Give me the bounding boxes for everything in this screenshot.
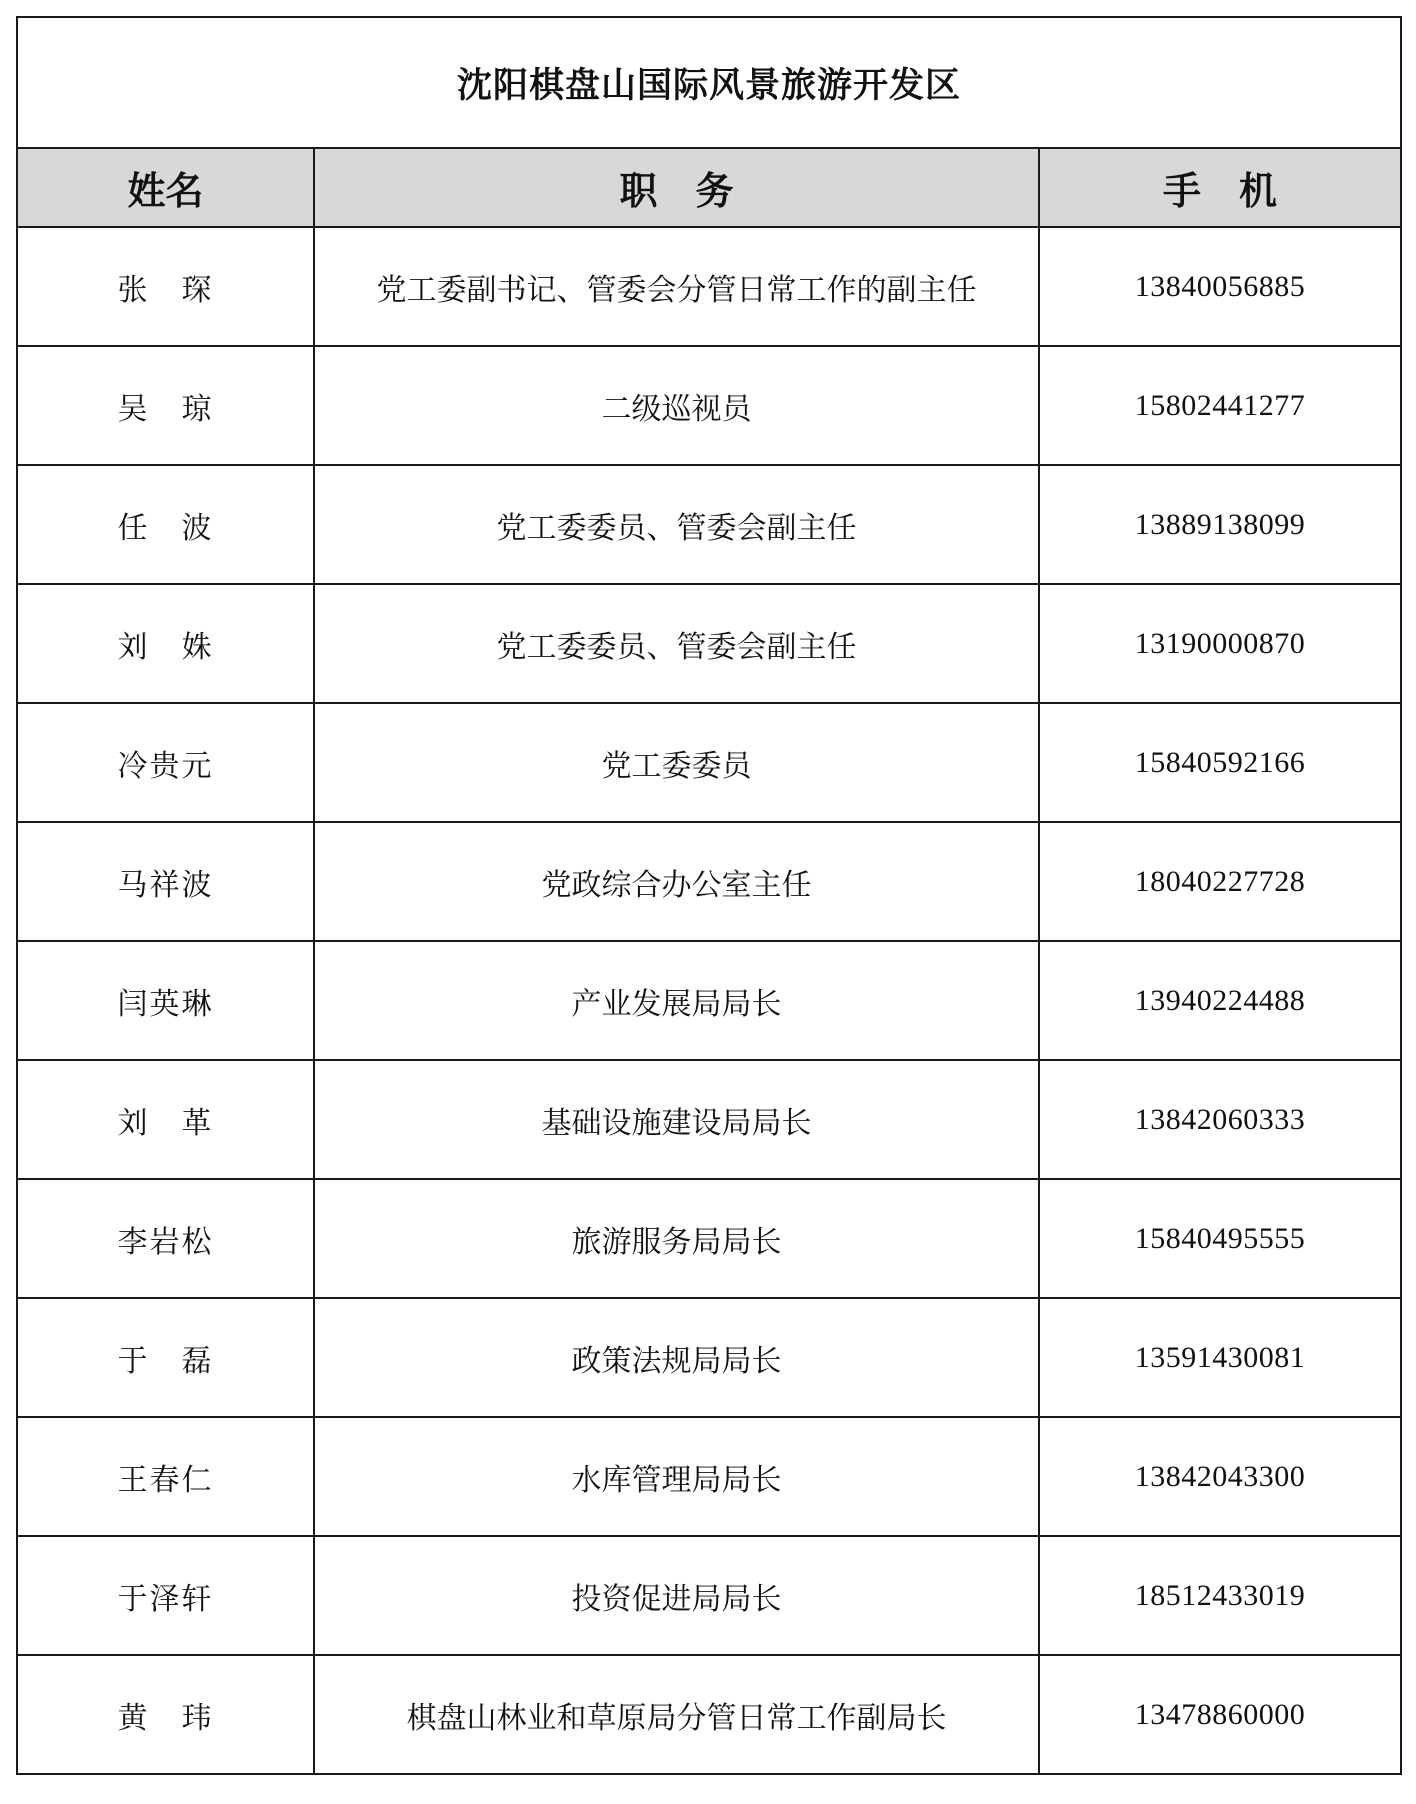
cell-phone: 13190000870 <box>1039 584 1401 703</box>
cell-position: 党工委副书记、管委会分管日常工作的副主任 <box>314 227 1039 346</box>
table-row <box>17 1179 1401 1298</box>
cell-phone: 18512433019 <box>1039 1536 1401 1655</box>
table-row <box>17 1655 1401 1774</box>
cell-name: 吴 琼 <box>17 346 314 465</box>
cell-phone: 15802441277 <box>1039 346 1401 465</box>
cell-name: 刘 姝 <box>17 584 314 703</box>
cell-position: 基础设施建设局局长 <box>314 1060 1039 1179</box>
cell-name: 冷贵元 <box>17 703 314 822</box>
cell-position: 棋盘山林业和草原局分管日常工作副局长 <box>314 1655 1039 1774</box>
cell-name: 马祥波 <box>17 822 314 941</box>
cell-phone: 13591430081 <box>1039 1298 1401 1417</box>
cell-name: 张 琛 <box>17 227 314 346</box>
cell-name: 闫英琳 <box>17 941 314 1060</box>
cell-position: 党工委委员 <box>314 703 1039 822</box>
cell-phone: 15840592166 <box>1039 703 1401 822</box>
cell-phone: 13478860000 <box>1039 1655 1401 1774</box>
cell-position: 投资促进局局长 <box>314 1536 1039 1655</box>
table-row <box>17 1417 1401 1536</box>
table-row <box>17 941 1401 1060</box>
cell-name: 黄 玮 <box>17 1655 314 1774</box>
cell-name: 刘 革 <box>17 1060 314 1179</box>
table-row <box>17 346 1401 465</box>
cell-position: 政策法规局局长 <box>314 1298 1039 1417</box>
cell-phone: 15840495555 <box>1039 1179 1401 1298</box>
header-name: 姓名 <box>17 148 314 227</box>
cell-position: 产业发展局局长 <box>314 941 1039 1060</box>
cell-phone: 13940224488 <box>1039 941 1401 1060</box>
cell-position: 党政综合办公室主任 <box>314 822 1039 941</box>
table-row <box>17 1298 1401 1417</box>
cell-name: 于 磊 <box>17 1298 314 1417</box>
cell-phone: 13842060333 <box>1039 1060 1401 1179</box>
table-row <box>17 1536 1401 1655</box>
cell-phone: 13842043300 <box>1039 1417 1401 1536</box>
cell-position: 二级巡视员 <box>314 346 1039 465</box>
cell-position: 党工委委员、管委会副主任 <box>314 465 1039 584</box>
contact-document <box>16 16 1400 1788</box>
cell-name: 任 波 <box>17 465 314 584</box>
table-row <box>17 465 1401 584</box>
header-phone: 手 机 <box>1039 148 1401 227</box>
table-row <box>17 822 1401 941</box>
cell-phone: 13840056885 <box>1039 227 1401 346</box>
contact-table <box>16 16 1402 1775</box>
cell-phone: 13889138099 <box>1039 465 1401 584</box>
title-row <box>17 17 1401 148</box>
table-row <box>17 703 1401 822</box>
cell-name: 王春仁 <box>17 1417 314 1536</box>
cell-position: 党工委委员、管委会副主任 <box>314 584 1039 703</box>
table-row <box>17 584 1401 703</box>
table-row <box>17 1060 1401 1179</box>
table-row <box>17 227 1401 346</box>
table-title: 沈阳棋盘山国际风景旅游开发区 <box>17 17 1401 148</box>
cell-position: 水库管理局局长 <box>314 1417 1039 1536</box>
cell-name: 于泽轩 <box>17 1536 314 1655</box>
cell-phone: 18040227728 <box>1039 822 1401 941</box>
cell-name: 李岩松 <box>17 1179 314 1298</box>
cell-position: 旅游服务局局长 <box>314 1179 1039 1298</box>
header-row <box>17 148 1401 227</box>
header-position: 职 务 <box>314 148 1039 227</box>
